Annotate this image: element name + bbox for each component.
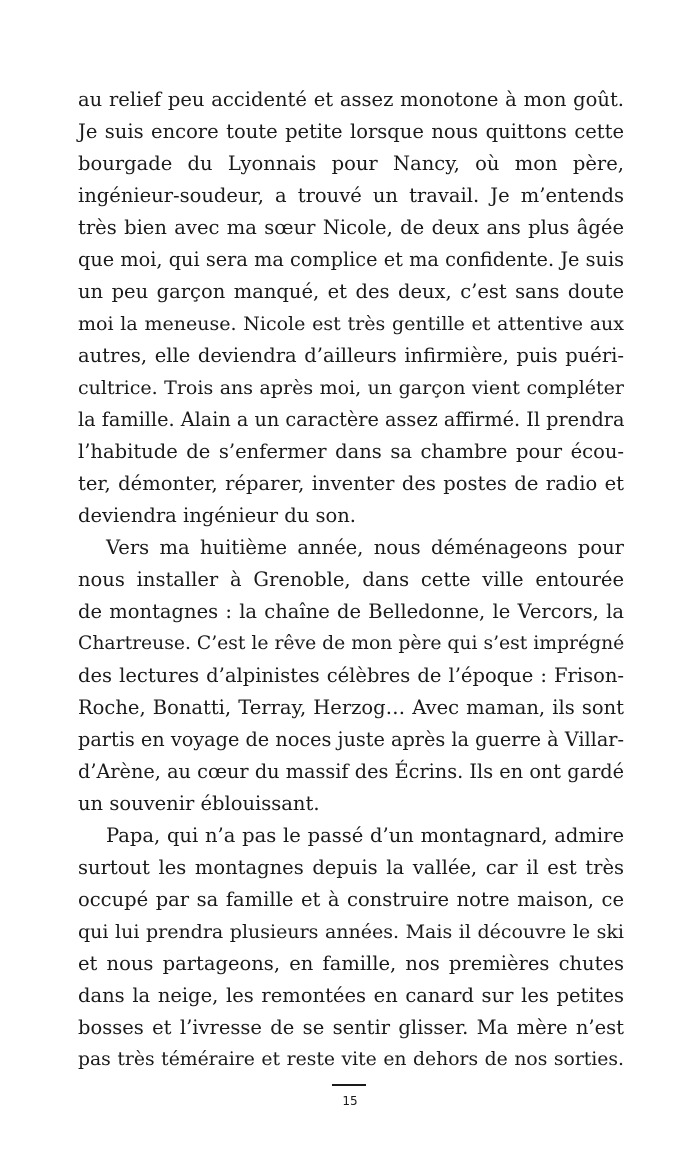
- text-line: surtout les montagnes depuis la vallée, car il est très: [78, 856, 624, 879]
- text-line: bourgade du Lyonnais pour Nancy, où mon père,: [78, 152, 624, 175]
- text-line: et nous partageons, en famille, nos premières chutes: [78, 952, 624, 975]
- text-line: Roche, Bonatti, Terray, Herzog… Avec maman, ils sont: [78, 696, 624, 719]
- text-line: Vers ma huitième année, nous déménageons pour: [106, 536, 624, 559]
- page-number: 15: [342, 1094, 358, 1108]
- text-line: pas très téméraire et reste vite en dehors de nos sorties.: [78, 1049, 624, 1070]
- text-line: ter, démonter, réparer, inventer des postes de radio et: [78, 472, 624, 495]
- text-line: un souvenir éblouissant.: [78, 792, 320, 815]
- text-line: Chartreuse. C’est le rêve de mon père qui s’est imprégné: [78, 633, 625, 654]
- text-line: au relief peu accidenté et assez monotone à mon goût.: [78, 88, 624, 111]
- paragraph-1: [78, 84, 624, 532]
- text-line: deviendra ingénieur du son.: [78, 504, 356, 527]
- text-line: des lectures d’alpinistes célèbres de l’époque : Frison-: [78, 664, 624, 687]
- text-line: autres, elle deviendra d’ailleurs infirmière, puis puéri-: [78, 344, 624, 367]
- text-line: que moi, qui sera ma complice et ma confidente. Je suis: [78, 248, 624, 271]
- body-text: [78, 84, 624, 1076]
- text-line: ingénieur-soudeur, a trouvé un travail. Je m’entends: [78, 184, 624, 207]
- text-line: dans la neige, les remontées en canard sur les petites: [78, 984, 624, 1007]
- text-line: un peu garçon manqué, et des deux, c’est sans doute: [78, 280, 624, 303]
- text-line: Papa, qui n’a pas le passé d’un montagnard, admire: [106, 824, 624, 847]
- text-line: partis en voyage de noces juste après la guerre à Villar-: [78, 728, 624, 751]
- text-line: très bien avec ma sœur Nicole, de deux ans plus âgée: [78, 216, 624, 239]
- text-line: qui lui prendra plusieurs années. Mais il découvre le ski: [78, 921, 624, 943]
- text-line: moi la meneuse. Nicole est très gentille et attentive aux: [78, 313, 624, 335]
- text-line: l’habitude de s’enfermer dans sa chambre pour écou-: [78, 440, 624, 463]
- paragraph-3: [78, 820, 624, 1076]
- text-line: d’Arène, au cœur du massif des Écrins. Ils en ont gardé: [78, 760, 624, 783]
- text-line: Je suis encore toute petite lorsque nous quittons cette: [78, 120, 624, 143]
- text-line: la famille. Alain a un caractère assez affirmé. Il prendra: [78, 408, 625, 431]
- text-line: cultrice. Trois ans après moi, un garçon vient compléter: [78, 377, 624, 399]
- text-line: de montagnes : la chaîne de Belledonne, le Vercors, la: [78, 600, 624, 623]
- text-line: occupé par sa famille et à construire notre maison, ce: [78, 888, 624, 911]
- text-line: nous installer à Grenoble, dans cette ville entourée: [78, 568, 624, 591]
- paragraph-2: [78, 532, 624, 820]
- folio-rule: [332, 1084, 366, 1086]
- text-line: bosses et l’ivresse de se sentir glisser. Ma mère n’est: [78, 1016, 624, 1039]
